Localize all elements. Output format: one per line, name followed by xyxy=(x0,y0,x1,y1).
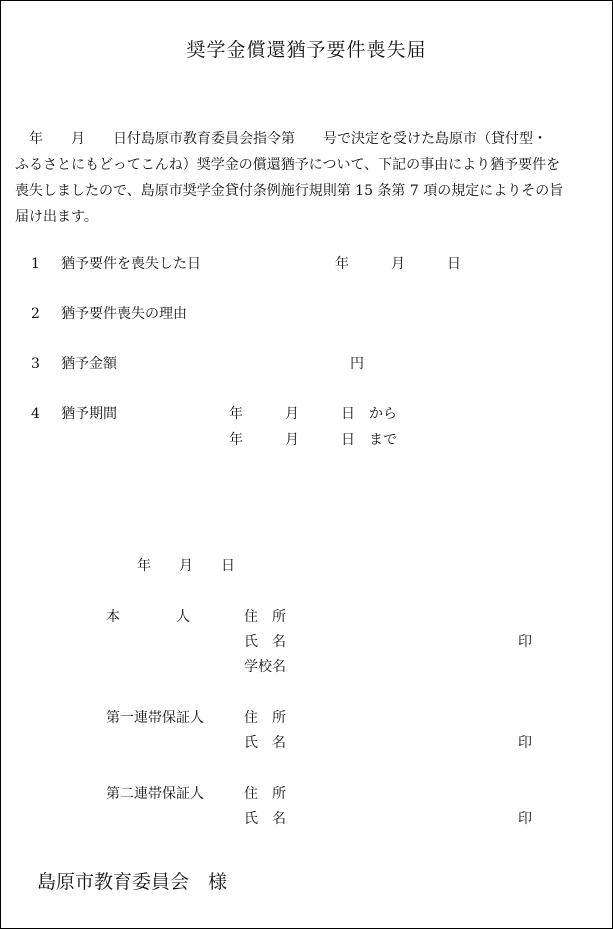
addressee: 島原市教育委員会 様 xyxy=(37,871,228,893)
body-paragraph xyxy=(15,126,605,230)
guarantor1-name-label: 氏 名 xyxy=(244,735,286,751)
principal-seal-mark: 印 xyxy=(518,634,532,650)
item-4-period-from: 年 月 日 から xyxy=(229,406,397,422)
principal-role: 本 人 xyxy=(106,609,190,625)
item-3-amount-unit: 円 xyxy=(350,356,364,372)
guarantor2-seal-mark: 印 xyxy=(518,811,532,827)
item-3-number: 3 xyxy=(31,356,40,372)
item-3-label: 猶予金額 xyxy=(61,356,117,372)
item-2-label: 猶予要件喪失の理由 xyxy=(61,306,187,322)
guarantor1-seal-mark: 印 xyxy=(518,735,532,751)
body-line-3: 喪失しましたので、島原市奨学金貸付条例施行規則第 15 条第 7 項の規定によりその旨 xyxy=(15,183,564,199)
body-line-4: 届け出ます。 xyxy=(15,209,98,225)
principal-address-label: 住 所 xyxy=(244,609,286,625)
item-1-label: 猶予要件を喪失した日 xyxy=(61,256,201,272)
form-title: 奨学金償還猶予要件喪失届 xyxy=(186,39,427,61)
guarantor1-role: 第一連帯保証人 xyxy=(106,710,204,726)
submission-date: 年 月 日 xyxy=(137,558,235,574)
guarantor2-role: 第二連帯保証人 xyxy=(106,786,204,802)
item-4-number: 4 xyxy=(31,406,40,422)
principal-name-label: 氏 名 xyxy=(244,634,286,650)
principal-school-label: 学校名 xyxy=(244,659,286,675)
item-2-number: 2 xyxy=(31,306,40,322)
body-line-1: 年 月 日付島原市教育委員会指令第 号で決定を受けた島原市（貸付型・ xyxy=(15,131,547,147)
body-line-2: ふるさとにもどってこんね）奨学金の償還猶予について、下記の事由により猶予要件を xyxy=(15,157,561,173)
item-1-number: 1 xyxy=(31,256,40,272)
item-4-label: 猶予期間 xyxy=(61,406,117,422)
guarantor1-address-label: 住 所 xyxy=(244,710,286,726)
item-4-period-to: 年 月 日 まで xyxy=(229,432,397,448)
guarantor2-name-label: 氏 名 xyxy=(244,811,286,827)
guarantor2-address-label: 住 所 xyxy=(244,786,286,802)
item-1-date: 年 月 日 xyxy=(335,256,461,272)
